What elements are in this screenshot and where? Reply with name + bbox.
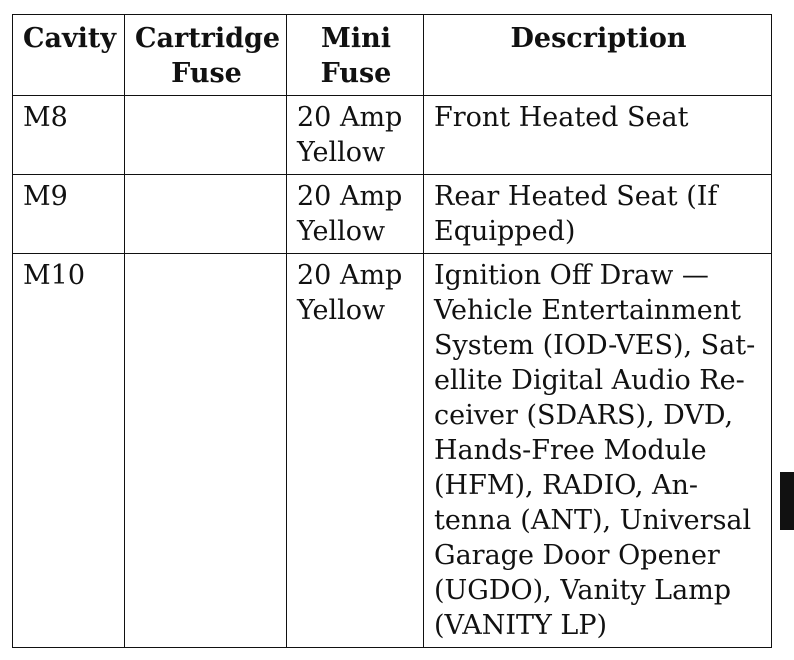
header-mini-fuse-label: Mini Fuse [320,23,392,89]
cell-mini-fuse [287,254,424,648]
description-value: Rear Heated Seat (If Equipped) [434,181,718,247]
table-body [13,96,772,648]
cavity-value: M8 [23,102,68,133]
description-value: Front Heated Seat [434,102,689,133]
cell-cavity [13,175,125,254]
header-cartridge-fuse [125,15,287,96]
description-value: Ignition Off Draw — Vehicle Entertainment System (IOD-VES), Sat- ellite Digital Audio Re- ceiver (SDARS), DVD, Hands-Free Module (HFM), RADIO, An- tenna (ANT), Universal Garage Door Opener (UGDO), Vanity Lamp (VANITY LP) [434,260,756,641]
cell-mini-fuse [287,96,424,175]
cell-cartridge-fuse [125,96,287,175]
cell-mini-fuse [287,175,424,254]
header-description [424,15,772,96]
cell-description [424,175,772,254]
cell-cartridge-fuse [125,175,287,254]
header-description-label: Description [510,23,687,54]
table-header [13,15,772,96]
cell-description [424,254,772,648]
header-row [13,15,772,96]
section-thumb-tab [780,472,794,530]
cavity-value: M10 [23,260,86,291]
header-cavity [13,15,125,96]
header-cartridge-fuse-label: Cartridge Fuse [135,23,281,89]
cell-description [424,96,772,175]
header-mini-fuse [287,15,424,96]
cell-cavity [13,96,125,175]
cell-cartridge-fuse [125,254,287,648]
fuse-table [12,14,772,648]
cell-cavity [13,254,125,648]
cavity-value: M9 [23,181,68,212]
mini-fuse-value: 20 Amp Yellow [297,181,403,247]
table-row [13,175,772,254]
mini-fuse-value: 20 Amp Yellow [297,102,403,168]
header-cavity-label: Cavity [23,23,117,54]
table-row [13,96,772,175]
mini-fuse-value: 20 Amp Yellow [297,260,403,326]
table-row [13,254,772,648]
